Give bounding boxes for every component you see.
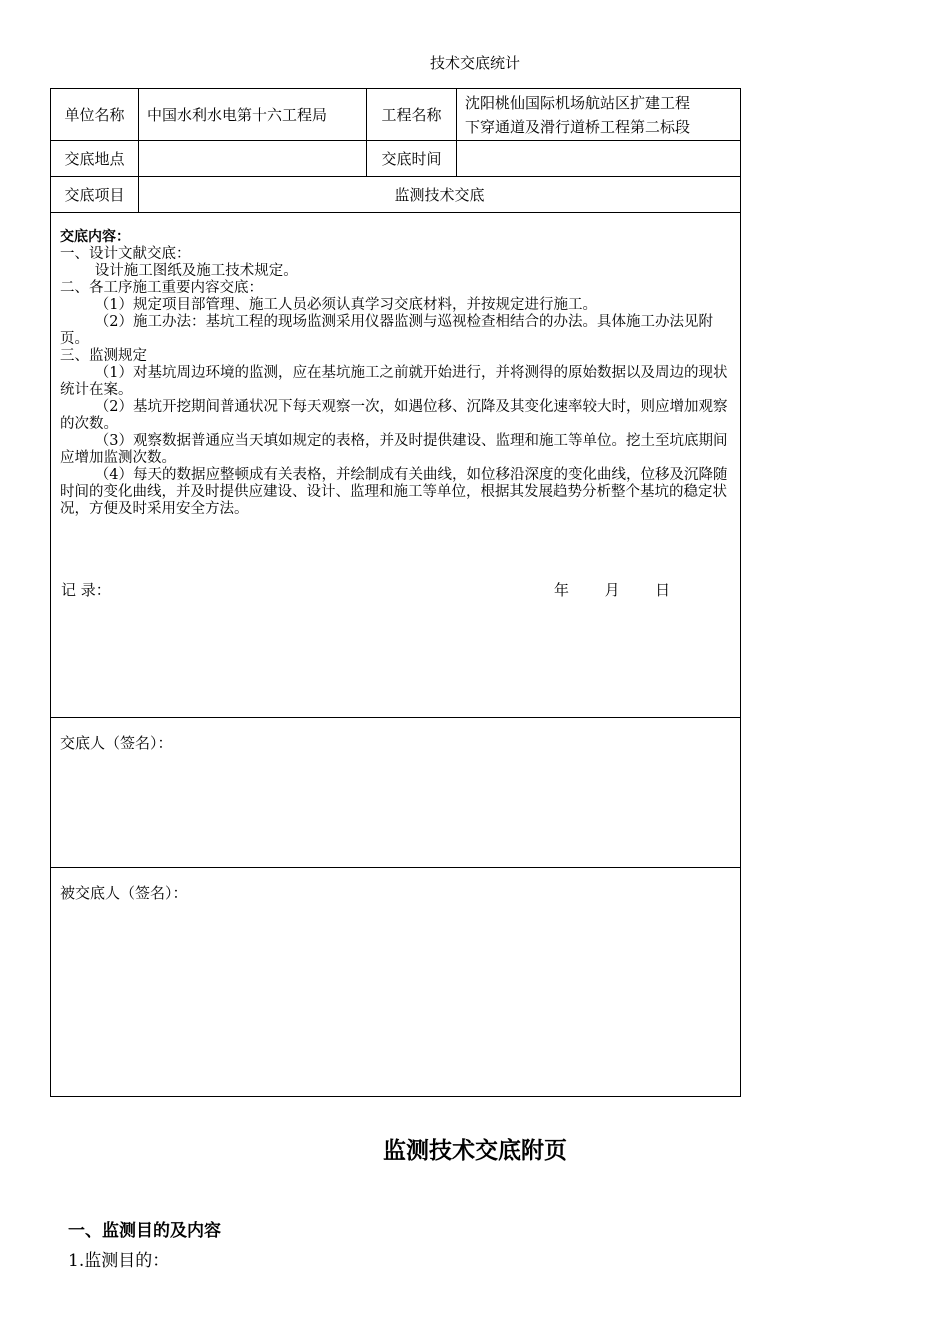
content-cell	[51, 213, 741, 718]
unit-label: 单位名称	[51, 89, 139, 141]
location-row	[51, 141, 741, 177]
time-label: 交底时间	[367, 141, 457, 177]
date-month-label: 月	[604, 581, 620, 599]
section-heading: 一、监测目的及内容	[68, 1221, 221, 1241]
date-year-label: 年	[554, 581, 570, 599]
disclosure-form-table	[50, 88, 741, 1097]
item-label: 交底项目	[51, 177, 139, 213]
section-item: 1.监测目的：	[68, 1251, 170, 1271]
content-line-7: （1）对基坑周边环境的监测，应在基坑施工之前就开始进行，并将测得的原始数据以及周边的现状统计在案。	[60, 365, 728, 398]
record-date	[554, 579, 670, 600]
content-line-9: （3）观察数据普通应当天填如规定的表格，并及时提供建设、监理和施工等单位。挖土至坑底期间应增加监测次数。	[60, 433, 728, 466]
content-line-8: （2）基坑开挖期间普通状况下每天观察一次，如遇位移、沉降及其变化速率较大时，则应增加观察的次数。	[60, 399, 728, 432]
content-line-1: 一、设计文献交底：	[60, 246, 191, 262]
unit-value: 中国水利水电第十六工程局	[139, 89, 367, 141]
presenter-signature-label: 交底人（签名）：	[60, 734, 173, 752]
receiver-signature-cell	[51, 868, 741, 1097]
date-day-label: 日	[655, 581, 671, 599]
content-line-4: （1）规定项目部管理、施工人员必须认真学习交底材料，并按规定进行施工。	[94, 297, 598, 313]
content-line-3: 二、各工序施工重要内容交底：	[60, 280, 263, 296]
project-value	[457, 89, 741, 141]
unit-row	[51, 89, 741, 141]
document-title: 技术交底统计	[429, 54, 520, 72]
content-line-6: 三、监测规定	[60, 348, 147, 364]
presenter-signature-cell	[51, 718, 741, 868]
location-label: 交底地点	[51, 141, 139, 177]
location-value	[139, 141, 367, 177]
time-value	[457, 141, 741, 177]
receiver-signature-row	[51, 868, 741, 1097]
receiver-signature-label: 被交底人（签名）：	[60, 884, 188, 902]
content-line-10: （4）每天的数据应整顿成有关表格，并绘制成有关曲线，如位移沿深度的变化曲线，位移及沉降随时间的变化曲线，并及时提供应建设、设计、监理和施工等单位，根据其发展趋势分析整个基坑的稳定状况，方便及时采用安全方法。	[60, 467, 728, 517]
record-label: 记 录：	[61, 581, 111, 599]
item-value: 监测技术交底	[139, 177, 741, 213]
project-label: 工程名称	[367, 89, 457, 141]
content-body	[51, 213, 740, 518]
content-title: 交底内容：	[60, 229, 130, 245]
content-row	[51, 213, 741, 718]
item-row	[51, 177, 741, 213]
content-line-5: （2）施工办法：基坑工程的现场监测采用仪器监测与巡视检查相结合的办法。具体施工办法见附页。	[60, 314, 714, 347]
content-line-2: 设计施工图纸及施工技术规定。	[94, 263, 298, 279]
presenter-signature-row	[51, 718, 741, 868]
annex-title: 监测技术交底附页	[383, 1138, 567, 1164]
project-value-line1: 沈阳桃仙国际机场航站区扩建工程	[465, 93, 691, 112]
project-value-line2: 下穿通道及滑行道桥工程第二标段	[465, 117, 691, 136]
